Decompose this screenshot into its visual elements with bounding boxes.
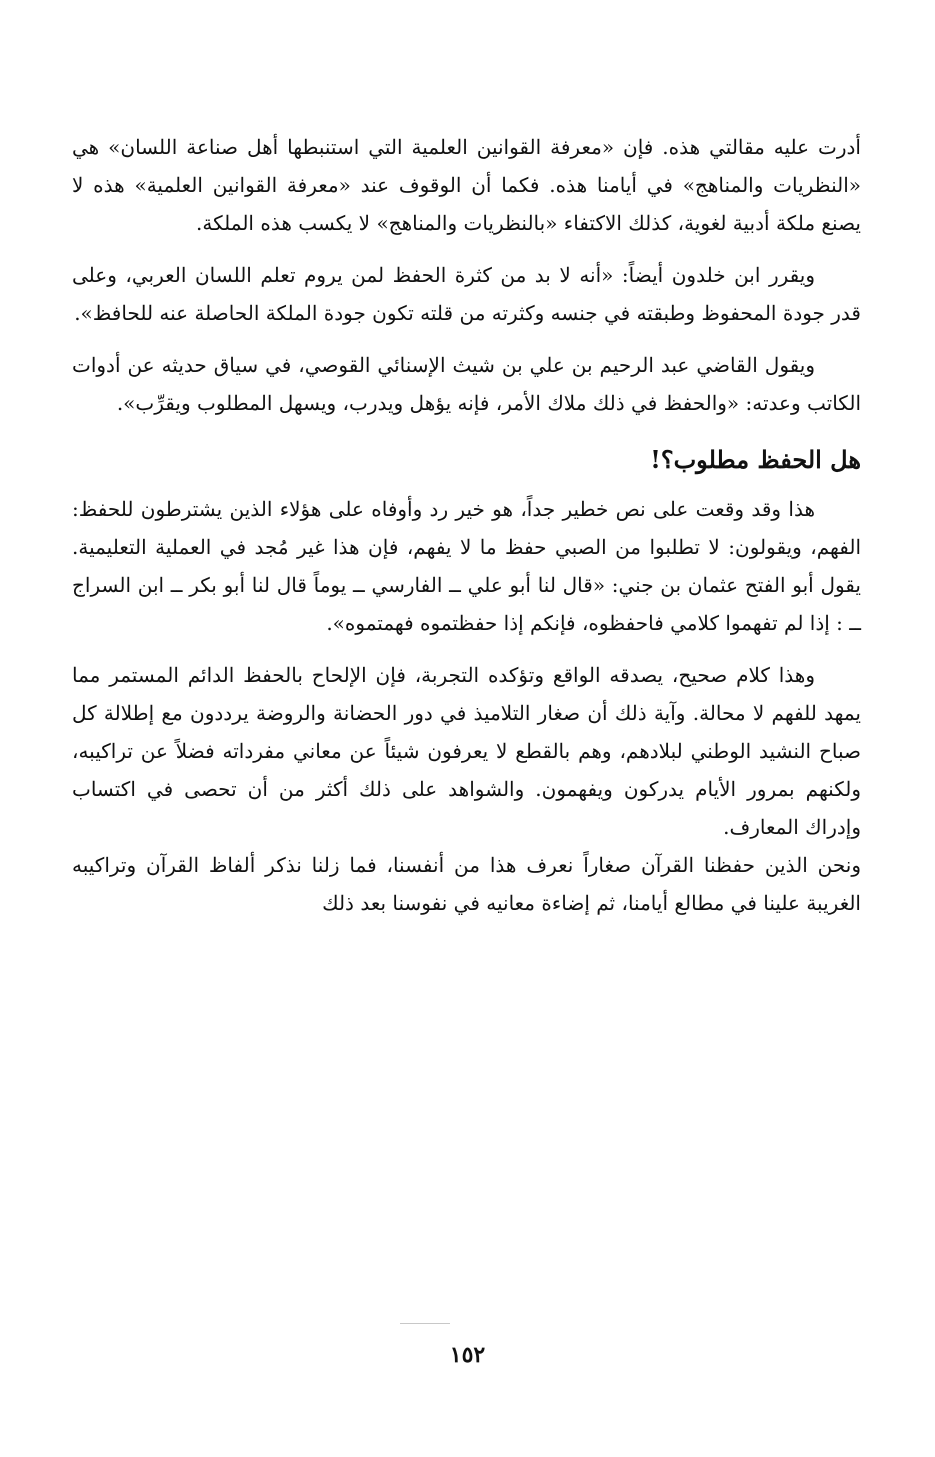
page-body — [72, 128, 861, 1457]
page-number: ١٥٢ — [449, 1342, 486, 1368]
paragraph-quran-memorization: ونحن الذين حفظنا القرآن صغاراً نعرف هذا من أنفسنا، فما زلنا نذكر ألفاظ القرآن وتراكيبه الغريبة علينا في مطالع أيامنا، ثم إضاءة معانيه في نفوسنا بعد ذلك — [72, 853, 861, 915]
paragraph-qadi-abd-al-rahim: ويقول القاضي عبد الرحيم بن علي بن شيث الإسنائي القوصي، في سياق حديثه عن أدوات الكاتب وعدته: «والحفظ في ذلك ملاك الأمر، فإنه يؤهل ويدرب، ويسهل المطلوب ويقرِّب». — [72, 353, 861, 415]
paragraph-continuation: أدرت عليه مقالتي هذه. فإن «معرفة القوانين العلمية التي استنبطها أهل صناعة اللسان» هي «النظريات والمناهج» في أيامنا هذه. فكما أن الوقوف عند «معرفة القوانين العلمية» هذه لا يصنع ملكة أدبية لغوية، كذلك الاكتفاء «بالنظريات والمناهج» لا يكسب هذه الملكة. — [72, 135, 861, 235]
footer-rule — [400, 1323, 450, 1324]
section-heading: هل الحفظ مطلوب؟! — [650, 445, 861, 474]
paragraph-memorization-evidence: وهذا كلام صحيح، يصدقه الواقع وتؤكده التجربة، فإن الإلحاح بالحفظ الدائم المستمر مما يمهد للفهم لا محالة. وآية ذلك أن صغار التلاميذ في دور الحضانة والروضة يرددون مع إطلالة كل صباح النشيد الوطني لبلادهم، وهم بالقطع لا يعرفون شيئاً عن معاني مفرداته فضلاً عن تراكيبه، ولكنهم بمرور الأيام يدركون ويفهمون. والشواهد على ذلك أكثر من أن تحصى في اكتساب وإدراك المعارف. — [72, 663, 861, 839]
paragraph-ibn-jinni: هذا وقد وقعت على نص خطير جداً، هو خير رد وأوفاه على هؤلاء الذين يشترطون للحفظ: الفهم، ويقولون: لا تطلبوا من الصبي حفظ ما لا يفهم، فإن هذا غير مُجد في العملية التعليمية. يقول أبو الفتح عثمان بن جني: «قال لنا أبو علي ــ الفارسي ــ يوماً قال لنا أبو بكر ــ ابن السراج ــ : إذا لم تفهموا كلامي فاحفظوه، فإنكم إذا حفظتموه فهمتموه». — [72, 497, 861, 635]
paragraph-ibn-khaldun: ويقرر ابن خلدون أيضاً: «أنه لا بد من كثرة الحفظ لمن يروم تعلم اللسان العربي، وعلى قدر جودة المحفوظ وطبقته في جنسه وكثرته من قلته تكون جودة الملكة الحاصلة عنه للحافظ». — [72, 263, 861, 325]
